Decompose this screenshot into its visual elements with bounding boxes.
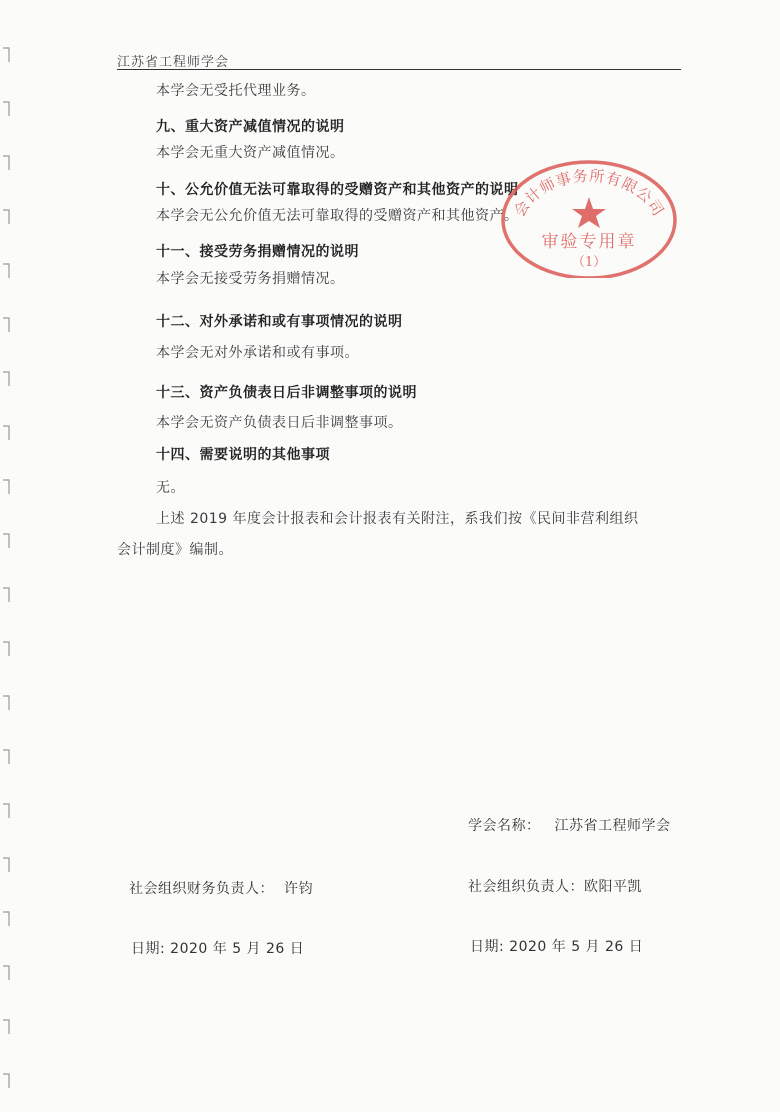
finance-head-row xyxy=(129,878,313,898)
section-heading: 十二、对外承诺和或有事项情况的说明 xyxy=(156,314,403,330)
section-line: 本学会无受托代理业务。 xyxy=(156,83,316,99)
section-heading: 十一、接受劳务捐赠情况的说明 xyxy=(156,244,359,260)
section-heading: 十三、资产负债表日后非调整事项的说明 xyxy=(156,385,417,401)
date-left: 日期: 2020 年 5 月 26 日 xyxy=(131,941,305,957)
seal-star-icon xyxy=(572,197,606,228)
section-line: 本学会无公允价值无法可靠取得的受赠资产和其他资产。 xyxy=(156,208,519,224)
section-line: 本学会无接受劳务捐赠情况。 xyxy=(156,271,345,287)
society-name-label: 学会名称： xyxy=(468,818,541,834)
binding-edge-marks xyxy=(0,0,16,1112)
finance-head-label: 社会组织财务负责人： xyxy=(129,881,274,897)
closing-paragraph-line2: 会计制度》编制。 xyxy=(117,542,233,558)
org-head-row xyxy=(468,876,642,896)
section-line: 本学会无对外承诺和或有事项。 xyxy=(156,345,359,361)
org-head-label: 社会组织负责人： xyxy=(468,879,584,895)
section-heading: 九、重大资产减值情况的说明 xyxy=(156,119,345,135)
seal-arc-text: 会计师事务所有限公司 xyxy=(510,166,668,220)
section-line: 本学会无资产负债表日后非调整事项。 xyxy=(156,415,403,431)
audit-seal-stamp xyxy=(498,148,680,278)
date-right: 日期: 2020 年 5 月 26 日 xyxy=(470,939,644,955)
header-divider xyxy=(117,69,681,70)
header-org-name: 江苏省工程师学会 xyxy=(117,55,230,70)
section-line: 无。 xyxy=(156,480,185,496)
org-head-name: 欧阳平凯 xyxy=(584,879,642,895)
section-heading: 十、公允价值无法可靠取得的受赠资产和其他资产的说明 xyxy=(156,182,519,198)
society-name-row xyxy=(468,815,671,835)
section-line: 本学会无重大资产减值情况。 xyxy=(156,145,345,161)
society-name-value: 江苏省工程师学会 xyxy=(554,818,671,834)
seal-number-text: （1） xyxy=(571,255,607,270)
seal-center-text: 审验专用章 xyxy=(541,232,637,252)
section-heading: 十四、需要说明的其他事项 xyxy=(156,447,330,463)
finance-head-name: 许钧 xyxy=(284,881,313,897)
closing-paragraph-line1: 上述 2019 年度会计报表和会计报表有关附注，系我们按《民间非营利组织 xyxy=(156,511,639,527)
